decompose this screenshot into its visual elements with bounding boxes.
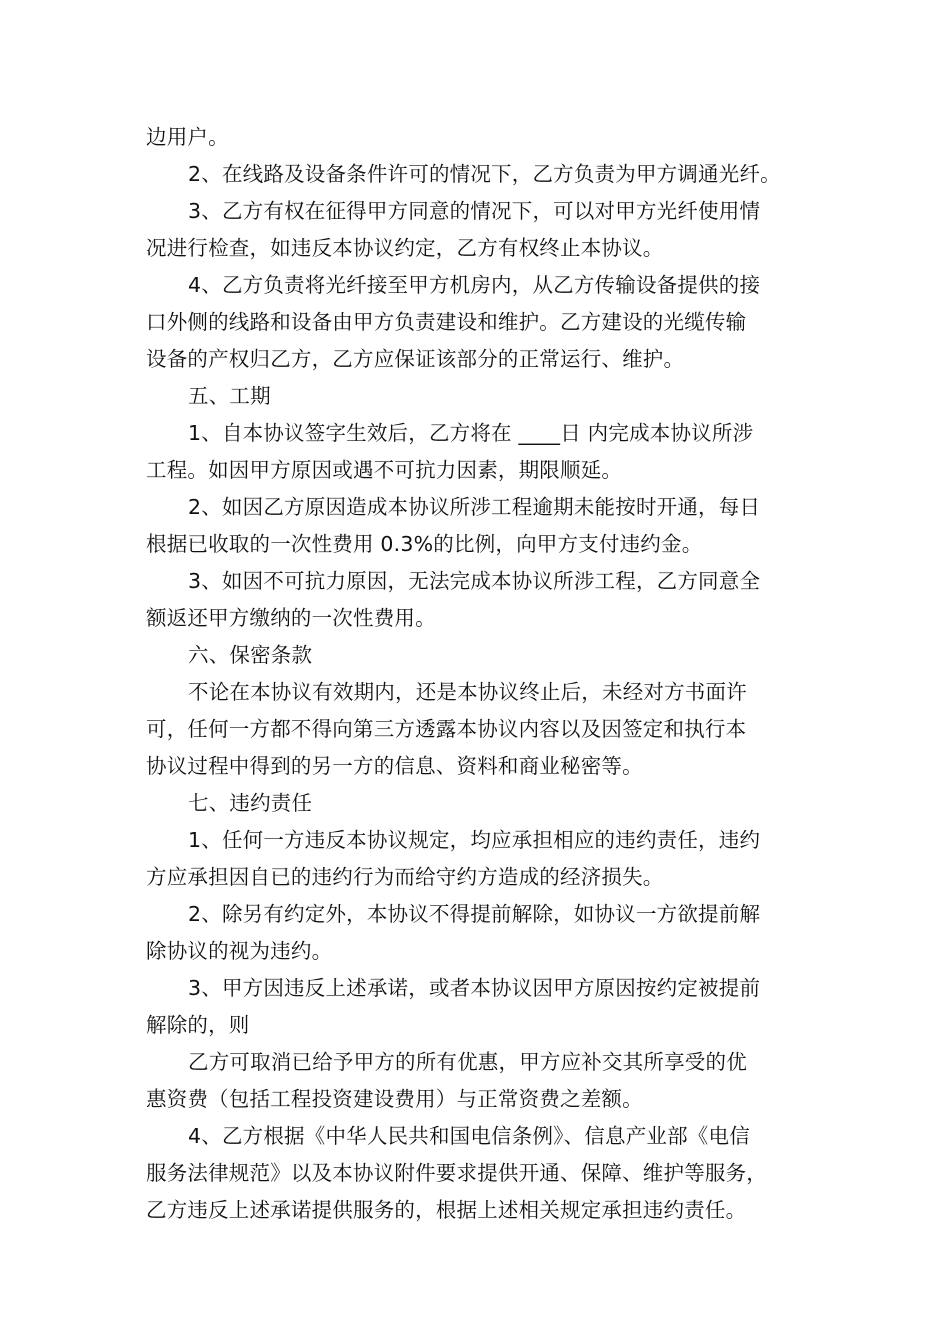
paragraph-line: 额返还甲方缴纳的一次性费用。 (146, 606, 436, 630)
paragraph-line: 3、乙方有权在征得甲方同意的情况下，可以对甲方光纤使用情 (188, 199, 761, 223)
paragraph-line: 3、如因不可抗力原因，无法完成本协议所涉工程，乙方同意全 (188, 569, 761, 593)
paragraph-line: 况进行检查，如违反本协议约定，乙方有权终止本协议。 (146, 236, 664, 260)
paragraph-line: 乙方可取消已给予甲方的所有优惠，甲方应补交其所享受的优 (188, 1050, 747, 1074)
paragraph-line: 除协议的视为违约。 (146, 939, 333, 963)
section-heading: 七、违约责任 (188, 791, 313, 815)
paragraph-line: 1、任何一方违反本协议规定，均应承担相应的违约责任，违约 (188, 828, 761, 852)
paragraph-line: 方应承担因自已的违约行为而给守约方造成的经济损失。 (146, 865, 664, 889)
paragraph-line: 2、如因乙方原因造成本协议所涉工程逾期未能按时开通，每日 (188, 495, 761, 519)
paragraph-line: 2、在线路及设备条件许可的情况下，乙方负责为甲方调通光纤。 (188, 162, 781, 186)
paragraph-line: 服务法律规范》以及本协议附件要求提供开通、保障、维护等服务， (146, 1161, 767, 1185)
paragraph-line: 不论在本协议有效期内，还是本协议终止后，未经对方书面许 (188, 680, 747, 704)
paragraph-line: 根据已收取的一次性费用 0.3%的比例，向甲方支付违约金。 (146, 532, 703, 556)
paragraph-line: 可，任何一方都不得向第三方透露本协议内容以及因签定和执行本 (146, 717, 747, 741)
paragraph-line: 4、乙方根据《中华人民共和国电信条例》、信息产业部《电信 (188, 1124, 750, 1148)
paragraph-line: 边用户。 (146, 125, 229, 149)
section-heading: 五、工期 (188, 384, 271, 408)
paragraph-line: 1、自本协议签字生效后，乙方将在 ____日 内完成本协议所涉 (188, 421, 754, 445)
paragraph-line: 3、甲方因违反上述承诺，或者本协议因甲方原因按约定被提前 (188, 976, 761, 1000)
paragraph-line: 惠资费（包括工程投资建设费用）与正常资费之差额。 (146, 1087, 643, 1111)
paragraph-line: 乙方违反上述承诺提供服务的，根据上述相关规定承担违约责任。 (146, 1198, 747, 1222)
paragraph-line: 4、乙方负责将光纤接至甲方机房内，从乙方传输设备提供的接 (188, 273, 761, 297)
paragraph-line: 解除的，则 (146, 1013, 250, 1037)
paragraph-line: 协议过程中得到的另一方的信息、资料和商业秘密等。 (146, 754, 643, 778)
paragraph-line: 2、除另有约定外，本协议不得提前解除，如协议一方欲提前解 (188, 902, 761, 926)
section-heading: 六、保密条款 (188, 643, 313, 667)
paragraph-line: 设备的产权归乙方，乙方应保证该部分的正常运行、维护。 (146, 347, 685, 371)
paragraph-line: 工程。如因甲方原因或遇不可抗力因素，期限顺延。 (146, 458, 623, 482)
paragraph-line: 口外侧的线路和设备由甲方负责建设和维护。乙方建设的光缆传输 (146, 310, 747, 334)
